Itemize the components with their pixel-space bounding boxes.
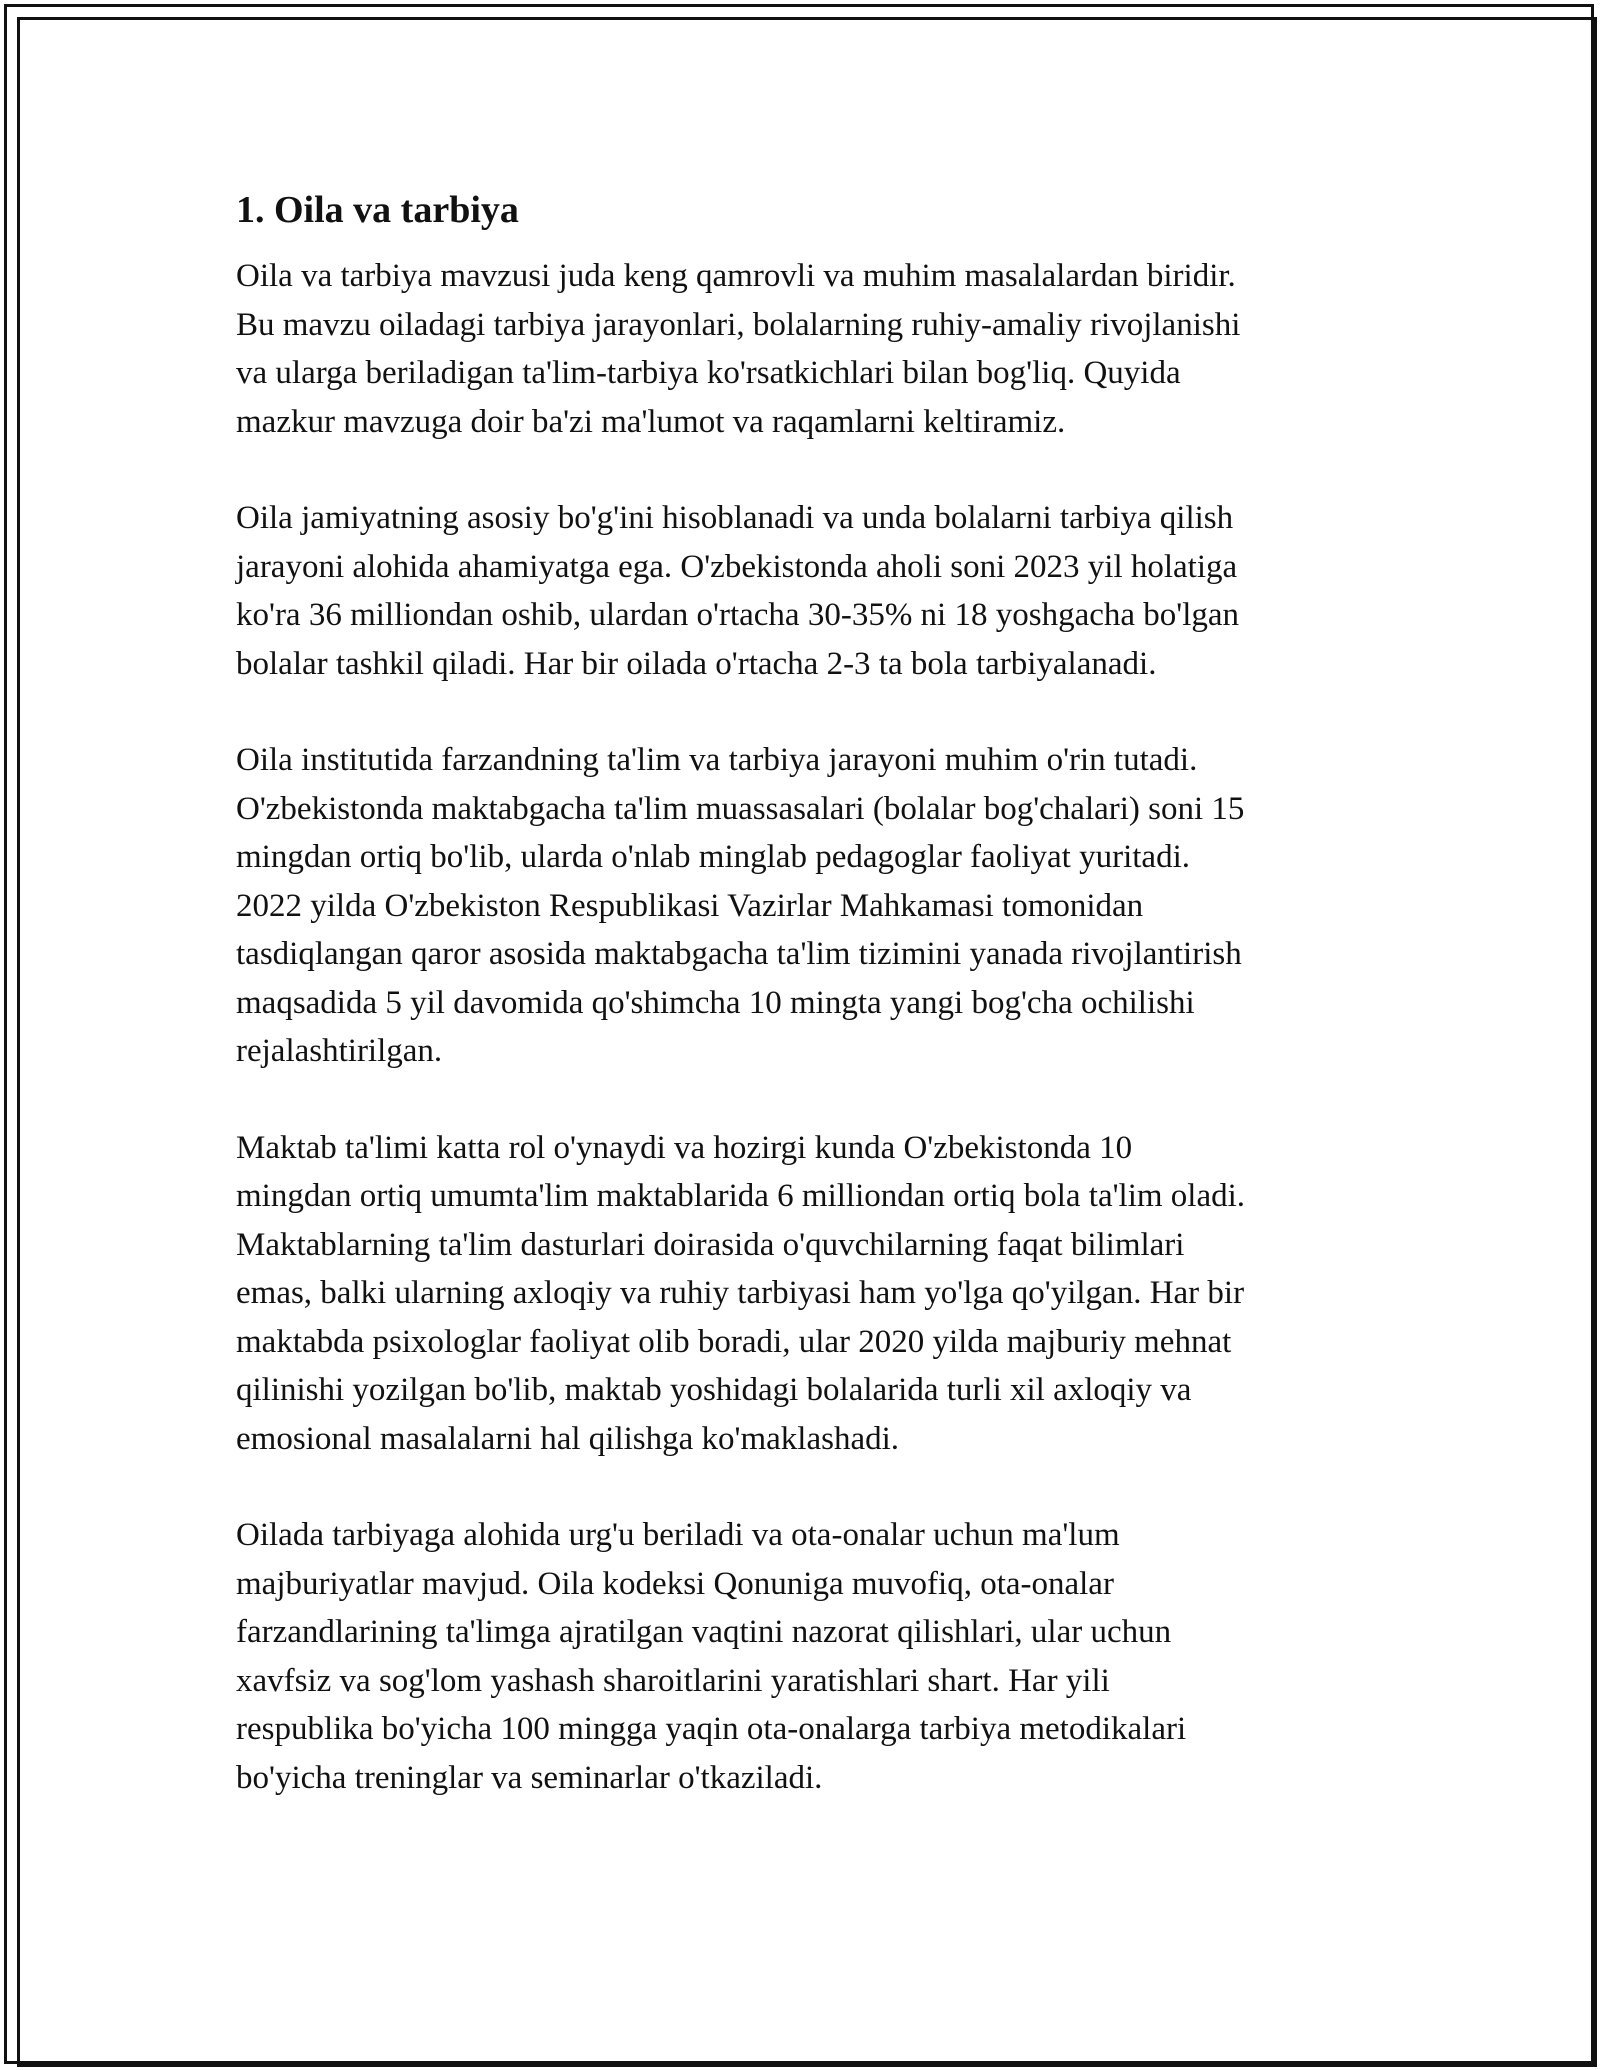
document-body	[236, 186, 1376, 1850]
paragraph-line: ko'ra 36 milliondan oshib, ulardan o'rtacha 30-35% ni 18 yoshgacha bo'lgan	[236, 597, 1240, 633]
paragraph-line: va ularga beriladigan ta'lim-tarbiya ko'rsatkichlari bilan bog'liq. Quyida	[236, 355, 1181, 391]
paragraph-line: xavfsiz va sog'lom yashash sharoitlarini yaratishlari shart. Har yili	[236, 1662, 1110, 1699]
paragraph-line: respublika bo'yicha 100 mingga yaqin ota-onalarga tarbiya metodikalari	[236, 1711, 1187, 1747]
body-paragraph	[236, 736, 1376, 1076]
paragraph-line: Maktab ta'limi katta rol o'ynaydi va hozirgi kunda O'zbekistonda 10	[236, 1129, 1133, 1166]
paragraph-line: Oilada tarbiyaga alohida urg'u beriladi va ota-onalar uchun ma'lum	[236, 1517, 1120, 1553]
paragraph-line: Bu mavzu oiladagi tarbiya jarayonlari, bolalarning ruhiy-amaliy rivojlanishi	[236, 306, 1241, 343]
paragraph-line: farzandlarining ta'limga ajratilgan vaqtini nazorat qilishlari, ular uchun	[236, 1614, 1172, 1650]
paragraph-line: 2022 yilda O'zbekiston Respublikasi Vazirlar Mahkamasi tomonidan	[236, 887, 1144, 924]
paragraph-line: maktabda psixologlar faoliyat olib boradi, ular 2020 yilda majburiy mehnat	[236, 1323, 1232, 1360]
paragraph-line: qilinishi yozilgan bo'lib, maktab yoshidagi bolalarida turli xil axloqiy va	[236, 1372, 1192, 1408]
paragraph-line: mazkur mavzuga doir ba'zi ma'lumot va raqamlarni keltiramiz.	[236, 403, 1066, 440]
paragraph-line: mingdan ortiq umumta'lim maktablarida 6 milliondan ortiq bola ta'lim oladi.	[236, 1178, 1246, 1214]
paragraph-line: maqsadida 5 yil davomida qo'shimcha 10 mingta yangi bog'cha ochilishi	[236, 984, 1195, 1021]
paragraph-line: mingdan ortiq bo'lib, ularda o'nlab minglab pedagoglar faoliyat yuritadi.	[236, 839, 1190, 875]
paragraph-line: bo'yicha treninglar va seminarlar o'tkaziladi.	[236, 1759, 823, 1796]
body-paragraph	[236, 1511, 1376, 1802]
paragraph-line: tasdiqlangan qaror asosida maktabgacha ta'lim tizimini yanada rivojlantirish	[236, 936, 1242, 972]
body-paragraph	[236, 494, 1376, 688]
paragraph-line: O'zbekistonda maktabgacha ta'lim muassasalari (bolalar bog'chalari) soni 15	[236, 790, 1245, 827]
paragraph-line: majburiyatlar mavjud. Oila kodeksi Qonuniga muvofiq, ota-onalar	[236, 1565, 1114, 1602]
paragraph-line: emosional masalalarni hal qilishga ko'maklashadi.	[236, 1420, 900, 1457]
paragraph-line: rejalashtirilgan.	[236, 1033, 443, 1069]
body-paragraph	[236, 252, 1376, 446]
paragraph-line: jarayoni alohida ahamiyatga ega. O'zbekistonda aholi soni 2023 yil holatiga	[236, 548, 1238, 585]
paragraph-line: Oila institutida farzandning ta'lim va tarbiya jarayoni muhim o'rin tutadi.	[236, 742, 1198, 778]
body-paragraph	[236, 1124, 1376, 1464]
section-title: 1. Oila va tarbiya	[236, 189, 519, 231]
paragraph-line: Oila jamiyatning asosiy bo'g'ini hisoblanadi va unda bolalarni tarbiya qilish	[236, 500, 1234, 536]
paragraph-line: emas, balki ularning axloqiy va ruhiy tarbiyasi ham yo'lga qo'yilgan. Har bir	[236, 1275, 1245, 1311]
paragraph-line: Oila va tarbiya mavzusi juda keng qamrovli va muhim masalalardan biridir.	[236, 258, 1236, 294]
paragraph-line: bolalar tashkil qiladi. Har bir oilada o'rtacha 2-3 ta bola tarbiyalanadi.	[236, 645, 1157, 682]
paragraph-list	[236, 252, 1376, 1802]
paragraph-line: Maktablarning ta'lim dasturlari doirasida o'quvchilarning faqat bilimlari	[236, 1226, 1185, 1263]
